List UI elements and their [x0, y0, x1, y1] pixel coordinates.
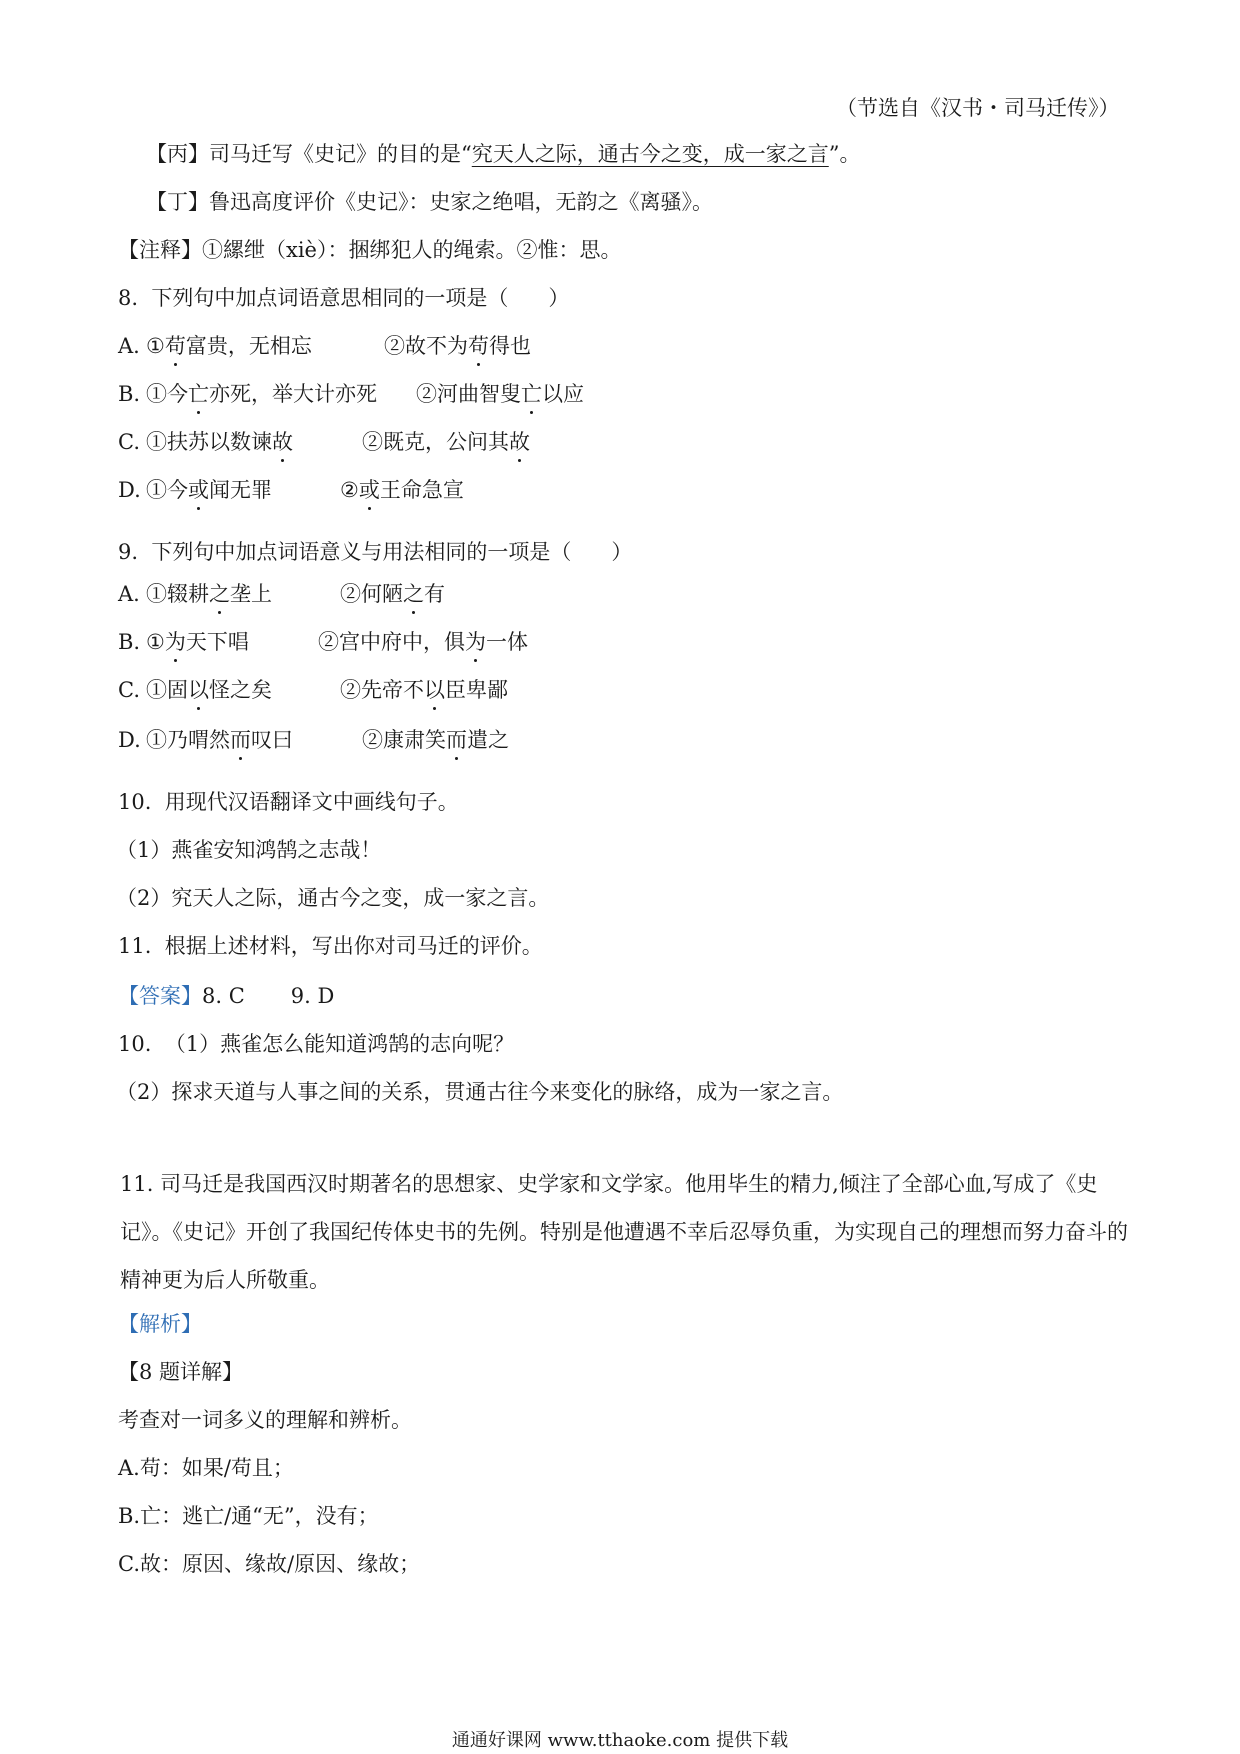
dotted-word: 故	[509, 430, 530, 454]
notes: 【注释】①縲绁（xiè）：捆绑犯人的绳索。②惟：思。	[118, 238, 622, 262]
option-sentence-2: ②既克，公问其故	[362, 430, 530, 454]
dotted-word: 而	[446, 728, 467, 752]
answer-10-sentence-2: （2）探求天道与人事之间的关系，贯通古往今来变化的脉络，成为一家之言。	[116, 1080, 844, 1104]
option-label: C.	[118, 430, 140, 454]
passage-label: 【丙】	[146, 142, 209, 166]
option-sentence-2: ②宫中府中，俱为一体	[318, 630, 528, 654]
option-sentence-1: ①今亡亦死，举大计亦死	[146, 382, 377, 406]
dotted-word: 亡	[521, 382, 542, 406]
dotted-word: 为	[465, 630, 486, 654]
dotted-word: 故	[272, 430, 293, 454]
option-sentence-1: ①乃喟然而叹曰	[146, 728, 293, 752]
option-label: D.	[118, 478, 141, 502]
analysis-intro: 考查对一词多义的理解和辨析。	[118, 1408, 412, 1432]
option-sentence-1: ①为天下唱	[146, 630, 249, 654]
option-sentence-2: ②康肃笑而遣之	[362, 728, 509, 752]
dotted-word: 或	[188, 478, 209, 502]
question-9-stem: 9. 下列句中加点词语意义与用法相同的一项是（ ）	[118, 540, 633, 564]
option-sentence-1: ①苟富贵，无相忘	[146, 334, 312, 358]
passage-text: ”。	[828, 142, 861, 166]
option-sentence-1: ①固以怪之矣	[146, 678, 272, 702]
detail-8-heading: 【8 题详解】	[118, 1360, 244, 1384]
question-8-stem: 8. 下列句中加点词语意思相同的一项是（ ）	[118, 286, 570, 310]
answer-label: 【答案】	[118, 984, 202, 1008]
source-reference: （节选自《汉书・司马迁传》）	[836, 96, 1120, 120]
dotted-word: 之	[403, 582, 424, 606]
answer-9: 9. D	[290, 984, 335, 1008]
dotted-word: 以	[424, 678, 445, 702]
option-label: B.	[118, 382, 141, 406]
answer-10-sentence-1: 10. （1）燕雀怎么能知道鸿鹄的志向呢？	[118, 1032, 515, 1056]
passage-label: 【丁】	[146, 190, 209, 214]
option-sentence-1: ①今或闻无罪	[146, 478, 272, 502]
option-sentence-2: ②或王命急宣	[340, 478, 464, 502]
question-11-stem: 11. 根据上述材料，写出你对司马迁的评价。	[118, 934, 543, 958]
answer-8: 8. C	[202, 984, 245, 1008]
dotted-word: 或	[358, 478, 380, 502]
underlined-quote: 究天人之际，通古今之变，成一家之言	[471, 142, 829, 166]
question-10-sentence-1: （1）燕雀安知鸿鹄之志哉！	[116, 838, 382, 862]
analysis-label: 【解析】	[118, 1312, 202, 1336]
passage-ding	[146, 188, 713, 216]
question-10-stem: 10. 用现代汉语翻译文中画线句子。	[118, 790, 459, 814]
dotted-word: 亡	[188, 382, 209, 406]
analysis-item-b: B.亡：逃亡/通“无”，没有；	[118, 1504, 379, 1528]
option-label: A.	[118, 582, 140, 606]
option-sentence-1: ①辍耕之垄上	[146, 582, 272, 606]
option-sentence-2: ②何陋之有	[340, 582, 445, 606]
dotted-word: 苟	[164, 334, 186, 358]
dotted-word: 为	[164, 630, 186, 654]
dotted-word: 而	[230, 728, 251, 752]
answer-11-paragraph: 11. 司马迁是我国西汉时期著名的思想家、史学家和文学家。他用毕生的精力,倾注了全部心血,写成了《史记》。《史记》开创了我国纪传体史书的先例。特别是他遭遇不幸后忍辱负重，为实现自己的理想而努力奋斗的精神更为后人所敬重。	[120, 1172, 1128, 1292]
footer-watermark: 通通好课网 www.tthaoke.com 提供下载	[451, 1730, 789, 1751]
dotted-word: 以	[188, 678, 209, 702]
option-label: C.	[118, 678, 140, 702]
option-label: D.	[118, 728, 141, 752]
analysis-item-c: C.故：原因、缘故/原因、缘故；	[118, 1552, 421, 1576]
option-label: B.	[118, 630, 141, 654]
option-sentence-2: ②河曲智叟亡以应	[416, 382, 584, 406]
dotted-word: 苟	[468, 334, 489, 358]
passage-bing	[146, 140, 861, 168]
option-sentence-2: ②先帝不以臣卑鄙	[340, 678, 508, 702]
answer-line	[118, 982, 334, 1010]
question-10-sentence-2: （2）究天人之际，通古今之变，成一家之言。	[116, 886, 550, 910]
option-sentence-1: ①扶苏以数谏故	[146, 430, 293, 454]
analysis-item-a: A.苟：如果/苟且；	[118, 1456, 294, 1480]
passage-text: 司马迁写《史记》的目的是“	[209, 142, 472, 166]
option-sentence-2: ②故不为苟得也	[384, 334, 531, 358]
dotted-word: 之	[209, 582, 230, 606]
passage-text: 鲁迅高度评价《史记》：史家之绝唱，无韵之《离骚》。	[209, 190, 713, 214]
option-label: A.	[118, 334, 140, 358]
